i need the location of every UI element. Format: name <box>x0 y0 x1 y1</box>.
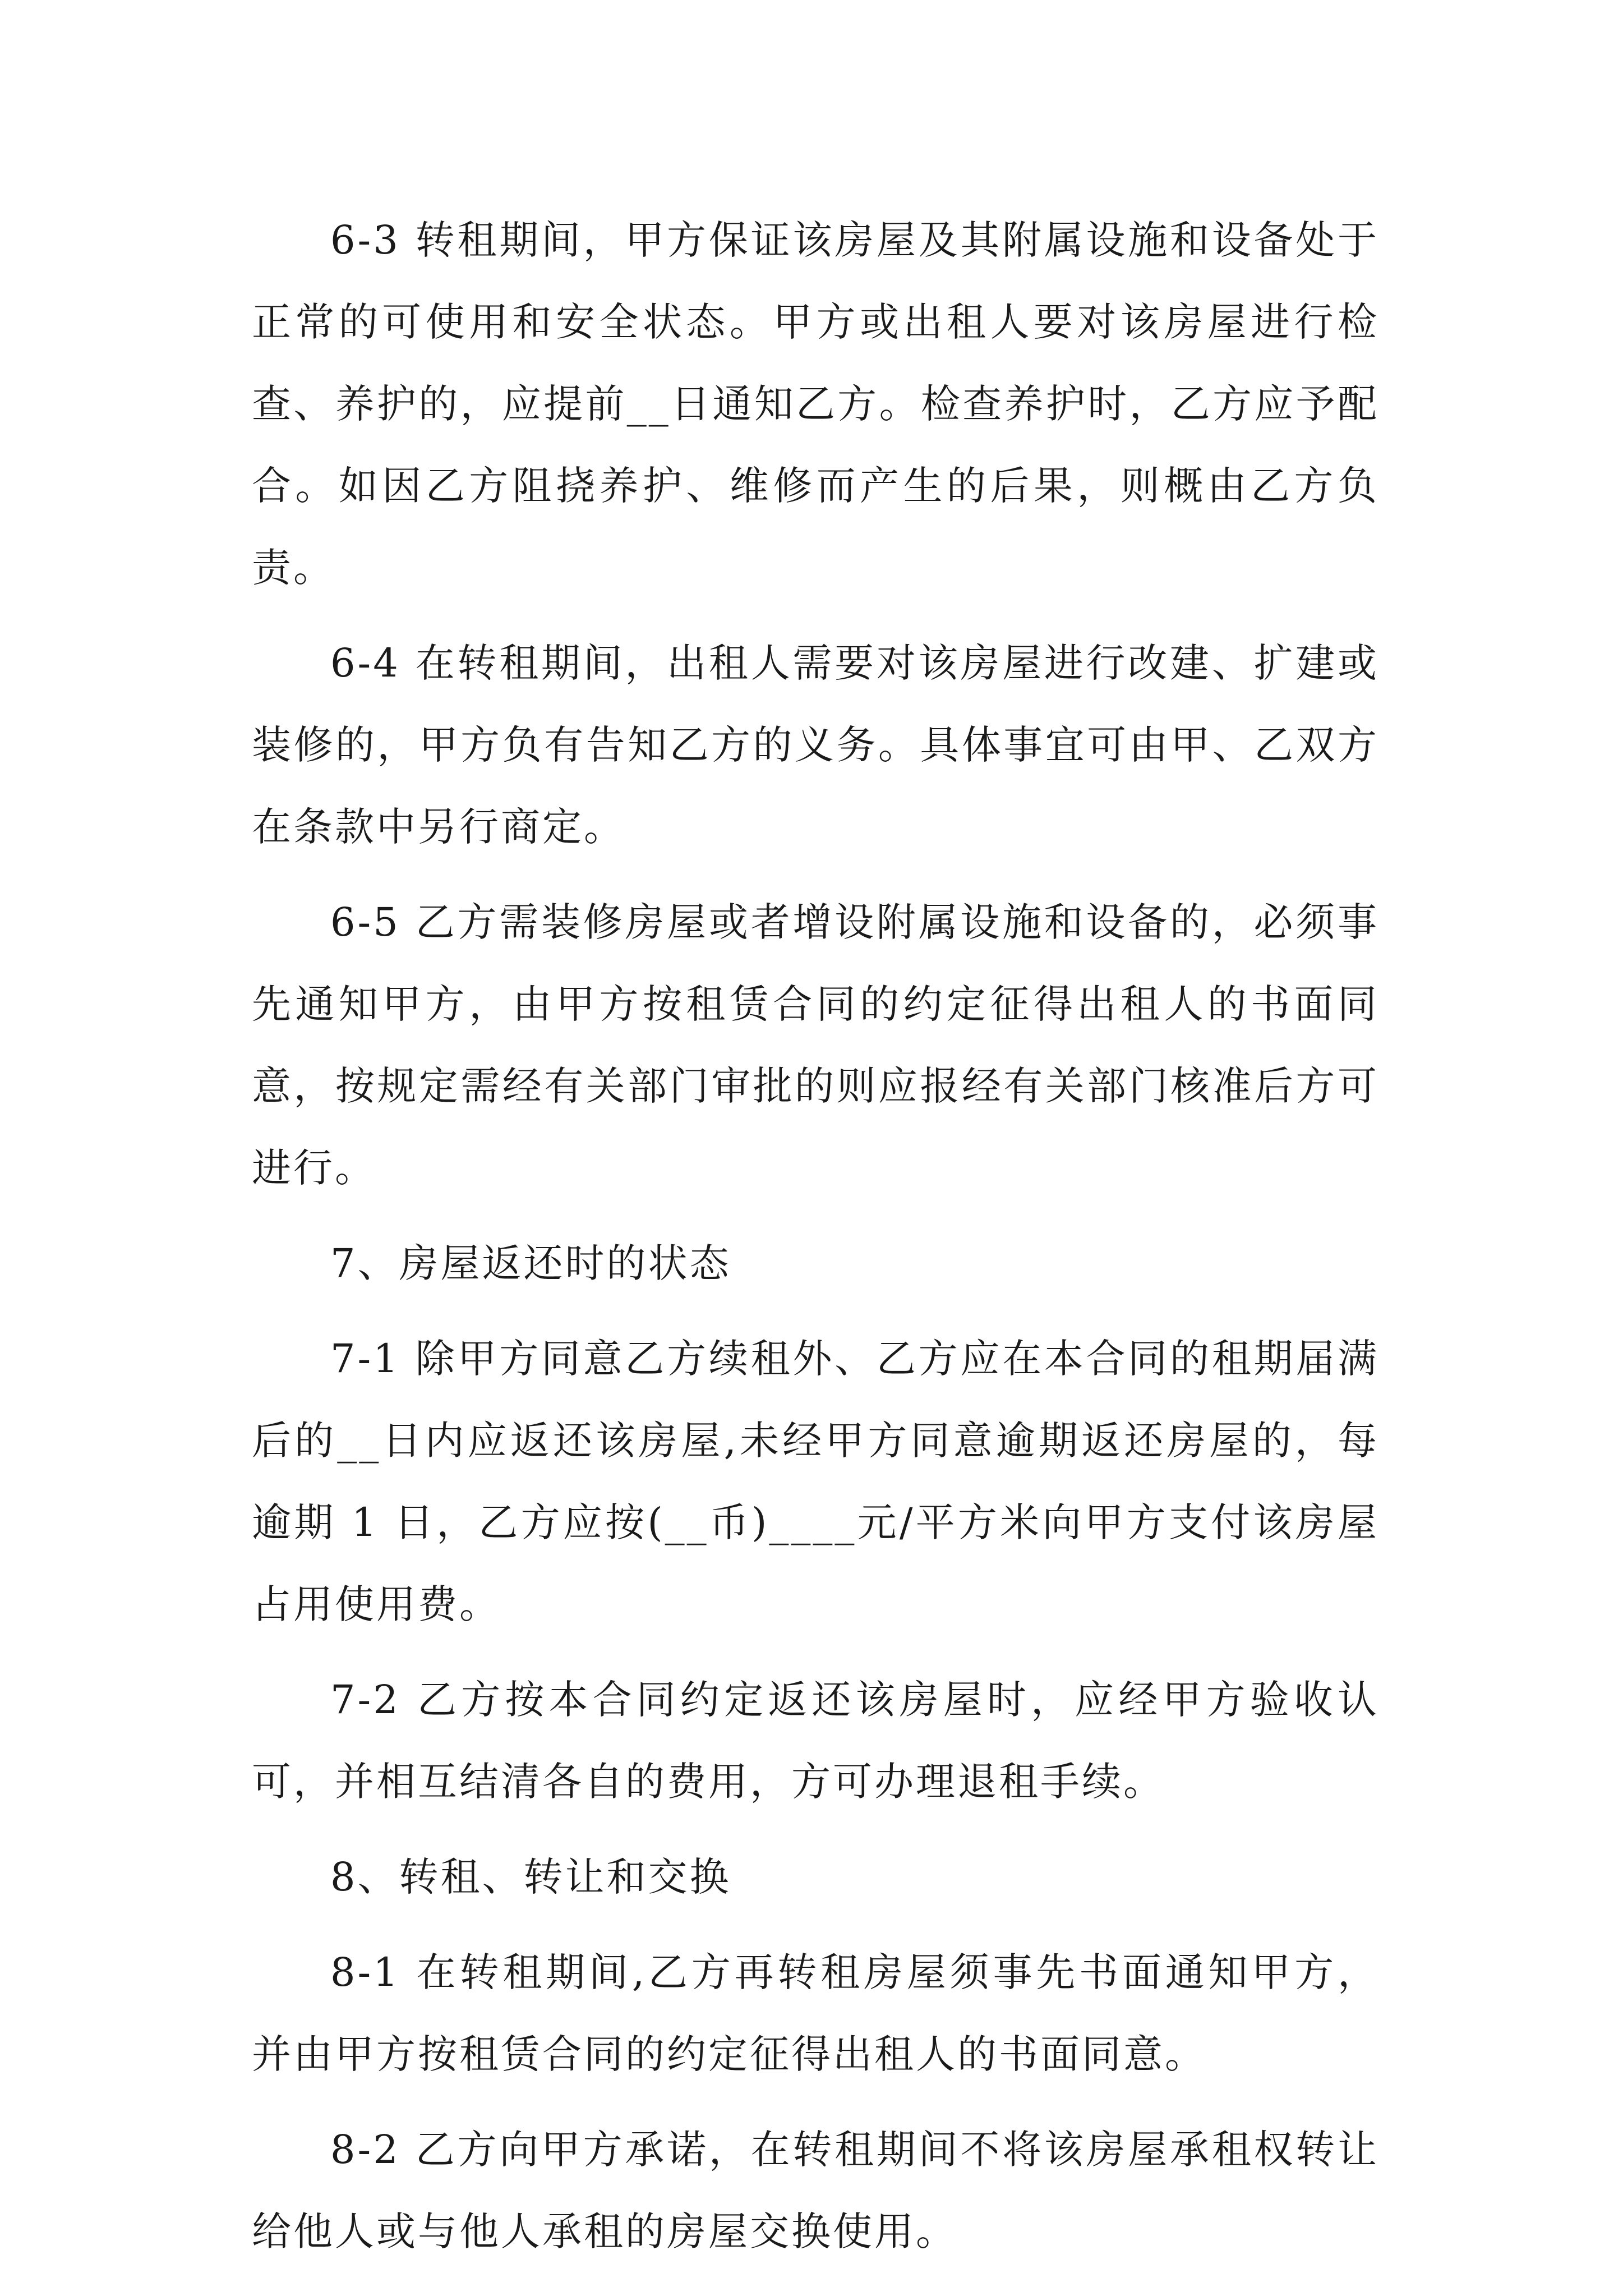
section-8-heading: 8、转租、转让和交换 <box>330 1854 731 1900</box>
clause-6-4: 6-4 在转租期间，出租人需要对该房屋进行改建、扩建或装修的，甲方负有告知乙方的义务。具体事宜可由甲、乙双方在条款中另行商定。 <box>252 640 1379 850</box>
clause-7-1: 7-1 除甲方同意乙方续租外、乙方应在本合同的租期届满后的__日内应返还该房屋,未经甲方同意逾期返还房屋的，每逾期 1 日，乙方应按(__币)____元/平方米向甲方支付该房屋占用使用费。 <box>252 1336 1379 1627</box>
clause-7-2: 7-2 乙方按本合同约定返还该房屋时，应经甲方验收认可，并相互结清各自的费用，方可办理退租手续。 <box>252 1677 1379 1805</box>
clause-8-2: 8-2 乙方向甲方承诺，在转租期间不将该房屋承租权转让给他人或与他人承租的房屋交换使用。 <box>252 2127 1379 2254</box>
document-body <box>252 199 1379 2286</box>
section-7-heading: 7、房屋返还时的状态 <box>330 1240 731 1286</box>
clause-8-1: 8-1 在转租期间,乙方再转租房屋须事先书面通知甲方，并由甲方按租赁合同的约定征得出租人的书面同意。 <box>252 1949 1379 2077</box>
clause-6-3: 6-3 转租期间，甲方保证该房屋及其附属设施和设备处于正常的可使用和安全状态。甲方或出租人要对该房屋进行检查、养护的，应提前__日通知乙方。检查养护时，乙方应予配合。如因乙方阻挠养护、维修而产生的后果，则概由乙方负责。 <box>252 217 1379 591</box>
clause-6-5: 6-5 乙方需装修房屋或者增设附属设施和设备的，必须事先通知甲方，由甲方按租赁合同的约定征得出租人的书面同意，按规定需经有关部门审批的则应报经有关部门核准后方可进行。 <box>252 899 1379 1191</box>
